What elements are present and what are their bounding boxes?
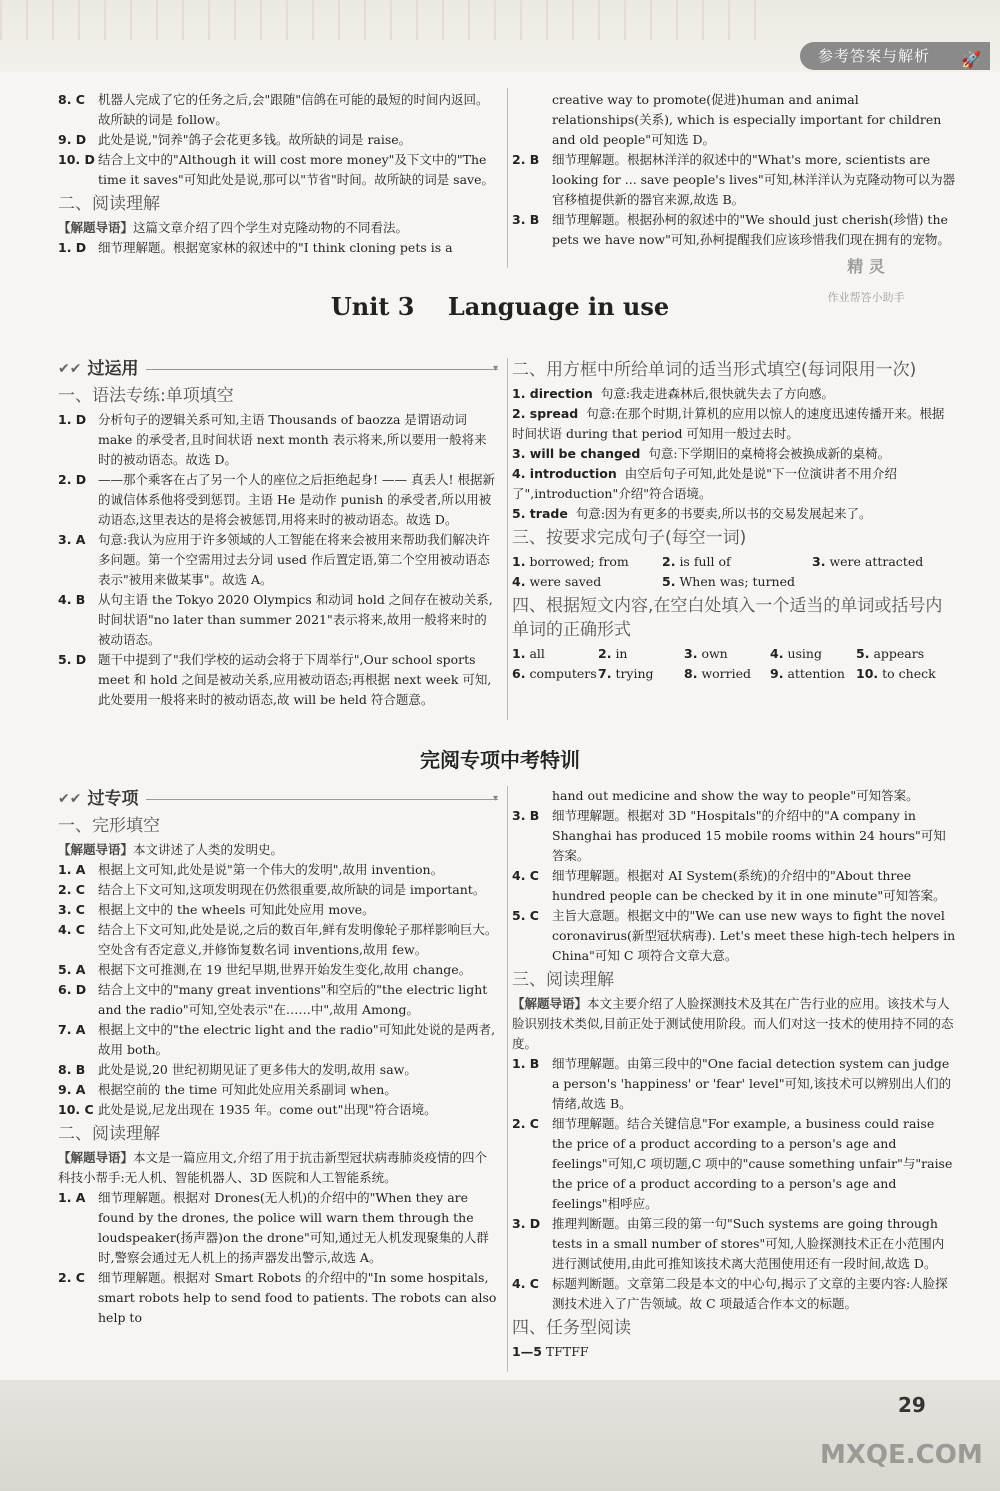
continued-text: creative way to promote(促进)human and animal relationships(关系), which is especially important for children and old people"可知选 D。 <box>552 92 942 147</box>
last-answers: TFTFF <box>545 1344 589 1359</box>
answer-item <box>512 1114 956 1214</box>
grid-text: worried <box>701 666 752 681</box>
intro-paragraph <box>512 994 956 1054</box>
top-right-column <box>512 90 956 250</box>
answer-number: 4. C <box>512 868 539 883</box>
answer-number: 4. C <box>58 922 85 937</box>
section-title: 完阅专项中考特训 <box>420 748 580 772</box>
grid-text: were saved <box>529 574 602 589</box>
answer-item <box>58 1020 498 1060</box>
answer-text: 细节理解题。由第三段中的"One facial detection system can judge a person's 'happiness' or 'fear' level"可知,该技术可以辨别出人们的情绪,故选 B。 <box>552 1056 952 1111</box>
grid-number: 5. <box>856 646 870 661</box>
answer-text: 细节理解题。根据对 3D "Hospitals"的介绍中的"A company in Shanghai has produced 15 mobile rooms within 24 hours"可知答案。 <box>552 808 946 863</box>
section-heading: 二、用方框中所给单词的适当形式填空(每词限用一次) <box>512 360 917 380</box>
section-heading: 四、任务型阅读 <box>512 1318 631 1338</box>
grid-number: 4. <box>770 646 784 661</box>
grid-number: 7. <box>598 666 612 681</box>
intro-label: 【解题导语】 <box>58 220 134 235</box>
grid-cell <box>512 572 662 592</box>
page-header <box>0 0 1000 72</box>
stamp-text-a: 精 灵 <box>847 257 885 276</box>
grid-cell <box>598 644 684 664</box>
grid-number: 2. <box>598 646 612 661</box>
answer-item <box>58 860 498 880</box>
grid-cell <box>662 552 812 572</box>
header-pattern <box>0 0 770 40</box>
answer-item <box>58 900 498 920</box>
answer-item <box>58 960 498 980</box>
header-tab-label: 参考答案与解析 <box>818 47 931 65</box>
answer-number: 4. C <box>512 1276 539 1291</box>
grid-cell <box>812 552 956 572</box>
rocket-icon: 🚀 <box>961 50 982 69</box>
answer-text: 细节理解题。根据对 Smart Robots 的介绍中的"In some hospitals, smart robots help to send food to patients. The robots can also help to <box>98 1270 497 1325</box>
grid-text: all <box>529 646 545 661</box>
intro-text: 本文主要介绍了人脸探测技术及其在广告行业的应用。该技术与人脸识别技术类似,目前正处于测试使用阶段。而人们对这一技术的使用持不同的态度。 <box>512 996 954 1051</box>
answer-number: 1. B <box>512 1056 540 1071</box>
answer-number: 8. C <box>58 92 85 107</box>
answer-text: 细节理解题。结合关键信息"For example, a business could raise the price of a product according to a person's age and feelings"可知,C 项切题,C 项中的"cause something unfair"与"raise the price of a product according to a person's age and feelings"相呼应。 <box>552 1116 953 1211</box>
section-heading: 二、阅读理解 <box>58 1124 160 1144</box>
check-icon: ✔✔ <box>58 791 82 807</box>
answer-number: 1. direction <box>512 386 593 401</box>
answer-item <box>58 1188 498 1268</box>
grid-number: 1. <box>512 646 526 661</box>
answer-text: 机器人完成了它的任务之后,会"跟随"信鸽在可能的最短的时间内返回。故所缺的词是 follow。 <box>98 92 489 127</box>
answer-text: 题干中提到了"我们学校的运动会将于下周举行",Our school sports meet 和 hold 之间是被动关系,应用被动语态;再根据 next week 可知,此处要用一般将来时的被动语态,故 will be held 符合题意。 <box>98 652 492 707</box>
answer-number: 1. D <box>58 412 87 427</box>
answer-item <box>512 404 956 444</box>
unit-title: Unit 3 Language in use <box>330 292 670 321</box>
unit-right-column <box>512 356 956 684</box>
section-heading: 四、根据短文内容,在空白处填入一个适当的单词或括号内单词的正确形式 <box>512 596 943 640</box>
answer-number: 7. A <box>58 1022 86 1037</box>
answer-text: 根据上文中的 the wheels 可知此处应用 move。 <box>98 902 375 917</box>
answer-item <box>58 150 498 190</box>
section-heading: 三、按要求完成句子(每空一词) <box>512 528 747 548</box>
answer-text: 标题判断题。文章第二段是本文的中心句,揭示了文章的主要内容:人脸探测技术进入了广告领域。故 C 项最适合作本文的标题。 <box>552 1276 948 1311</box>
answer-item <box>512 464 956 504</box>
intro-label: 【解题导语】 <box>512 996 588 1011</box>
answer-number: 8. B <box>58 1062 86 1077</box>
section-heading: 一、完形填空 <box>58 816 160 836</box>
answer-item <box>512 150 956 210</box>
answer-number: 3. B <box>512 808 540 823</box>
column-divider <box>507 786 508 1372</box>
answer-text: 细节理解题。根据林洋洋的叙述中的"What's more, scientists are looking for ... save people's lives"可知,林洋洋认为克隆动物可以为器官移植提供新的器官来源,故选 B。 <box>552 152 956 207</box>
grid-text: own <box>701 646 728 661</box>
grid-cell <box>770 644 856 664</box>
grid-number: 1. <box>512 554 526 569</box>
answer-number: 9. D <box>58 132 87 147</box>
grid-text: appears <box>873 646 925 661</box>
header-tab <box>800 42 990 70</box>
section-heading: 二、阅读理解 <box>58 194 160 214</box>
intro-label: 【解题导语】 <box>58 1150 134 1165</box>
section-heading: 三、阅读理解 <box>512 970 614 990</box>
special-right-column <box>512 786 956 1362</box>
answer-text: 从句主语 the Tokyo 2020 Olympics 和动词 hold 之间存在被动关系,时间状语"no later than summer 2021"表示将来,故用一般将来时的被动语态。 <box>98 592 493 647</box>
answer-text: 根据空前的 the time 可知此处应用关系副词 when。 <box>98 1082 397 1097</box>
grid-cell <box>662 572 812 592</box>
answer-item <box>58 980 498 1020</box>
grid-cell <box>856 664 956 684</box>
banner-rule <box>146 799 498 800</box>
answer-item <box>512 1274 956 1314</box>
answer-text: 句意:因为有更多的书要卖,所以书的交易发展起来了。 <box>575 506 872 521</box>
answer-item <box>58 590 498 650</box>
answer-item <box>58 1268 498 1328</box>
answer-item <box>58 530 498 590</box>
answer-number: 4. introduction <box>512 466 617 481</box>
section-heading: 一、语法专练:单项填空 <box>58 386 234 406</box>
answer-number: 2. C <box>58 882 85 897</box>
banner-label: 过运用 <box>87 359 139 379</box>
grid-cell <box>684 644 770 664</box>
section-banner <box>58 356 498 382</box>
answer-text: 细节理解题。根据孙柯的叙述中的"We should just cherish(珍惜) the pets we have now"可知,孙柯提醒我们应该珍惜我们现在拥有的宠物。 <box>552 212 950 247</box>
answer-item <box>512 444 956 464</box>
section-banner <box>58 786 498 812</box>
check-icon: ✔✔ <box>58 361 82 377</box>
answer-text: 分析句子的逻辑关系可知,主语 Thousands of baozza 是谓语动词 make 的承受者,且时间状语 next month 表示将来,所以要用一般将来时的被动语态。故选 D。 <box>98 412 487 467</box>
answer-text: 此处是说,20 世纪初期见证了更多伟大的发明,故用 saw。 <box>98 1062 417 1077</box>
answer-number: 9. A <box>58 1082 86 1097</box>
answer-number: 3. C <box>58 902 85 917</box>
answer-text: 细节理解题。根据宽家林的叙述中的"I think cloning pets is a <box>98 240 453 255</box>
grid-text: is full of <box>679 554 731 569</box>
answer-text: 句意:我走进森林后,很快就失去了方向感。 <box>600 386 835 401</box>
answer-number: 4. B <box>58 592 86 607</box>
answer-item <box>58 1080 498 1100</box>
answer-number: 1. A <box>58 862 86 877</box>
answer-number: 10. C <box>58 1102 94 1117</box>
answer-text: 由空后句子可知,此处是说"下一位演讲者不用介绍了",introduction"介绍"符合语境。 <box>512 466 897 501</box>
column-divider <box>507 88 508 268</box>
answer-item <box>58 650 498 710</box>
answer-item <box>512 866 956 906</box>
intro-paragraph <box>58 840 498 860</box>
answer-number: 2. D <box>58 472 87 487</box>
answer-item <box>512 906 956 966</box>
answer-item <box>512 384 956 404</box>
answer-item <box>58 238 498 258</box>
site-watermark: MXQE.COM <box>820 1440 983 1470</box>
grid-text: When was; turned <box>679 574 796 589</box>
grid-cell <box>856 644 956 664</box>
answer-item <box>58 90 498 130</box>
answer-text: 结合上文中的"Although it will cost more money"及下文中的"The time it saves"可知此处是说,那可以"节省"时间。故所缺的词是 save。 <box>98 152 495 187</box>
grid-number: 3. <box>812 554 826 569</box>
top-left-column <box>58 90 498 258</box>
answer-number: 5. C <box>512 908 539 923</box>
answer-item <box>58 1100 498 1120</box>
answer-item <box>512 1054 956 1114</box>
grid-text: to check <box>882 666 936 681</box>
answer-text: 推理判断题。由第三段的第一句"Such systems are going through tests in a small number of stores"可知,人脸探测技术正在小范围内进行测试使用,由此可推知该技术离大范围使用还有一段时间,故选 D。 <box>552 1216 945 1271</box>
answer-text: 此处是说,"饲养"鸽子会花更多钱。故所缺的词是 raise。 <box>98 132 412 147</box>
grid-text: borrowed; from <box>529 554 629 569</box>
grid-cell <box>598 664 684 684</box>
last-answer <box>512 1342 956 1362</box>
answer-item <box>512 1214 956 1274</box>
column-divider <box>507 358 508 720</box>
answer-grid <box>512 644 956 684</box>
grid-text: attention <box>787 666 845 681</box>
intro-text: 本文是一篇应用文,介绍了用于抗击新型冠状病毒肺炎疫情的四个科技小帮手:无人机、智能机器人、3D 医院和人工智能系统。 <box>58 1150 487 1185</box>
grid-cell <box>684 664 770 684</box>
answer-number: 3. D <box>512 1216 541 1231</box>
page-number: 29 <box>898 1393 926 1417</box>
answer-text: 根据上文可知,此处是说"第一个伟大的发明",故用 invention。 <box>98 862 444 877</box>
answer-number: 5. trade <box>512 506 568 521</box>
answer-text: 结合上下文可知,此处是说,之后的数百年,鲜有发明像轮子那样影响巨大。空处含有否定意义,并修饰复数名词 inventions,故用 few。 <box>98 922 498 957</box>
grid-number: 2. <box>662 554 676 569</box>
stamp-text-b: 作业帮答小助手 <box>827 291 905 304</box>
grid-number: 8. <box>684 666 698 681</box>
grid-text: in <box>615 646 628 661</box>
grid-text: were attracted <box>829 554 924 569</box>
answer-text: 根据上文中的"the electric light and the radio"可知此处说的是两者,故用 both。 <box>98 1022 496 1057</box>
answer-item <box>58 880 498 900</box>
answer-item <box>58 130 498 150</box>
answer-number: 1. A <box>58 1190 86 1205</box>
special-left-column <box>58 786 498 1328</box>
answer-number: 2. B <box>512 152 540 167</box>
answer-text: 句意:我认为应用于许多领域的人工智能在将来会被用来帮助我们解决许多问题。第一个空需用过去分词 used 作后置定语,第二个空用被动语态表示"被用来做某事"。故选 A。 <box>98 532 490 587</box>
answer-text: 结合上下文可知,这项发明现在仍然很重要,故所缺的词是 important。 <box>98 882 486 897</box>
answer-text: 根据下文可推测,在 19 世纪早期,世界开始发生变化,故用 change。 <box>98 962 472 977</box>
answer-text: 结合上文中的"many great inventions"和空后的"the electric light and the radio"可知,空处表示"在……中",故用 Among。 <box>98 982 488 1017</box>
grid-number: 5. <box>662 574 676 589</box>
answer-number: 6. D <box>58 982 87 997</box>
grid-cell <box>512 664 598 684</box>
grid-number: 4. <box>512 574 526 589</box>
answer-grid <box>512 552 956 592</box>
answer-number: 10. D <box>58 152 95 167</box>
answer-item <box>58 1060 498 1080</box>
grid-number: 9. <box>770 666 784 681</box>
continued-text: hand out medicine and show the way to people"可知答案。 <box>552 788 919 803</box>
grid-number: 3. <box>684 646 698 661</box>
answer-item <box>58 470 498 530</box>
answer-item <box>512 504 956 524</box>
answer-number: 5. A <box>58 962 86 977</box>
answer-text: 主旨大意题。根据文中的"We can use new ways to fight the novel coronavirus(新型冠状病毒). Let's meet these high-tech helpers in China"可知 C 项符合文章大意。 <box>552 908 956 963</box>
answer-number: 5. D <box>58 652 87 667</box>
grid-cell <box>512 552 662 572</box>
answer-item <box>512 806 956 866</box>
grid-number: 10. <box>856 666 879 681</box>
page-footer <box>0 1380 1000 1491</box>
grid-number: 6. <box>512 666 526 681</box>
banner-label: 过专项 <box>87 789 139 809</box>
answer-number: 2. C <box>58 1270 85 1285</box>
unit-left-column <box>58 356 498 710</box>
answer-number: 3. A <box>58 532 86 547</box>
intro-paragraph <box>58 218 498 238</box>
answer-text: 句意:在那个时期,计算机的应用以惊人的速度迅速传播开来。根据时间状语 during that period 可知用一般过去时。 <box>512 406 945 441</box>
grid-cell <box>512 644 598 664</box>
intro-text: 本文讲述了人类的发明史。 <box>133 842 284 857</box>
answer-text: 此处是说,尼龙出现在 1935 年。come out"出现"符合语境。 <box>98 1102 437 1117</box>
grid-text: trying <box>615 666 654 681</box>
intro-text: 这篇文章介绍了四个学生对克隆动物的不同看法。 <box>133 220 409 235</box>
answer-number: 1. D <box>58 240 87 255</box>
answer-number: 2. C <box>512 1116 539 1131</box>
answer-number: 2. spread <box>512 406 579 421</box>
answer-text: 细节理解题。根据对 AI System(系统)的介绍中的"About three hundred people can be checked by it in one minute"可知答案。 <box>552 868 946 903</box>
answer-text: 句意:下学期旧的桌椅将会被换成新的桌椅。 <box>648 446 891 461</box>
grid-text: using <box>787 646 822 661</box>
grid-text: computers <box>529 666 597 681</box>
answer-text: 细节理解题。根据对 Drones(无人机)的介绍中的"When they are found by the drones, the police will warn them through the loudspeaker(扬声器)on the drone"可知,通过无人机发现聚集的人群时,警察会通过无人机上的扬声器发出警示,故选 A。 <box>98 1190 489 1265</box>
answer-item <box>58 920 498 960</box>
banner-rule <box>146 369 498 370</box>
answer-text: ——那个乘客在占了另一个人的座位之后拒绝起身! —— 真丢人! 根据新的诚信体系他将受到惩罚。主语 He 是动作 punish 的承受者,所以用被动语态,这里表达的是将会被惩罚,用将来时的被动语态。故选 D。 <box>98 472 495 527</box>
last-range: 1—5 <box>512 1344 542 1359</box>
answer-number: 3. B <box>512 212 540 227</box>
intro-paragraph <box>58 1148 498 1188</box>
answer-number: 3. will be changed <box>512 446 641 461</box>
intro-label: 【解题导语】 <box>58 842 134 857</box>
answer-item <box>58 410 498 470</box>
grid-cell <box>770 664 856 684</box>
